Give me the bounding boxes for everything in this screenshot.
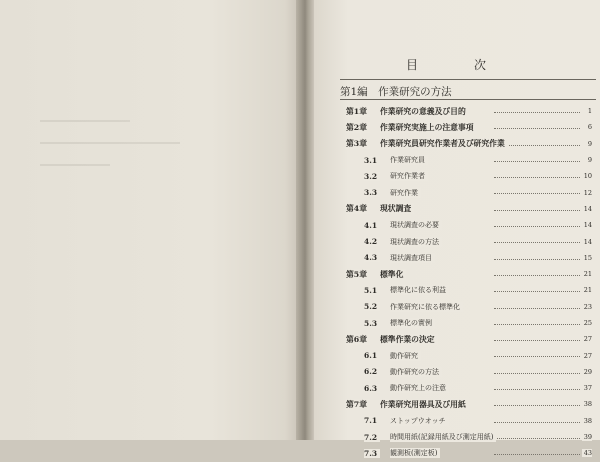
entry-number: 6.1 xyxy=(364,351,380,360)
entry-title: 標準化 xyxy=(380,269,406,280)
dot-leader xyxy=(494,340,580,341)
entry-title: 作業研究の意義及び目的 xyxy=(380,106,469,117)
dot-leader xyxy=(494,177,580,178)
toc-chapter-entry[interactable] xyxy=(314,136,600,152)
entry-title: 標準化に依る利益 xyxy=(390,285,449,295)
entry-number: 第2章 xyxy=(346,122,370,133)
entry-number: 6.3 xyxy=(364,384,380,393)
entry-title: 研究作業 xyxy=(390,188,421,198)
entry-page-number: 21 xyxy=(583,286,592,295)
entry-page-number: 6 xyxy=(587,123,592,132)
toc-heading: 目 次 xyxy=(405,58,508,72)
entry-number: 第1章 xyxy=(346,106,370,117)
entry-page-number: 38 xyxy=(583,400,592,409)
dot-leader xyxy=(494,226,580,227)
toc-section-entry[interactable] xyxy=(314,380,600,396)
toc-chapter-entry[interactable] xyxy=(314,103,600,119)
entry-title: 現状調査の方法 xyxy=(390,237,442,247)
entry-number: 3.3 xyxy=(364,188,380,197)
entry-number: 7.2 xyxy=(364,433,380,442)
entry-title: 動作研究 xyxy=(390,351,421,361)
dot-leader xyxy=(494,161,580,162)
dot-leader xyxy=(494,193,580,194)
entry-title: 時間用紙(記録用紙及び測定用紙) xyxy=(390,432,496,442)
toc-section-entry[interactable] xyxy=(314,168,600,184)
dot-leader xyxy=(494,242,580,243)
toc-section-entry[interactable] xyxy=(314,217,600,233)
entry-title: 観測板(測定板) xyxy=(390,448,440,458)
entry-title: 作業研究に依る標準化 xyxy=(390,302,463,312)
entry-number: 5.1 xyxy=(364,286,380,295)
entry-title: 現状調査 xyxy=(380,203,414,214)
entry-number: 第4章 xyxy=(346,203,370,214)
toc-section-entry[interactable] xyxy=(314,445,600,461)
dot-leader xyxy=(494,112,580,113)
dot-leader xyxy=(494,308,580,309)
dot-leader xyxy=(494,389,580,390)
entry-title: ストップウオッチ xyxy=(390,416,449,426)
top-rule xyxy=(340,79,596,80)
toc-entries xyxy=(314,103,600,462)
part-title: 第1編 作業研究の方法 xyxy=(340,86,452,98)
toc-chapter-entry[interactable] xyxy=(314,331,600,347)
entry-page-number: 38 xyxy=(583,416,592,425)
toc-chapter-entry[interactable] xyxy=(314,119,600,135)
entry-page-number: 14 xyxy=(583,237,592,246)
toc-section-entry[interactable] xyxy=(314,413,600,429)
show-through-text xyxy=(40,164,110,166)
dot-leader xyxy=(494,128,580,129)
entry-page-number: 14 xyxy=(583,221,592,230)
entry-page-number: 1 xyxy=(587,107,592,116)
entry-page-number: 14 xyxy=(583,204,592,213)
entry-number: 4.1 xyxy=(364,221,380,230)
entry-page-number: 43 xyxy=(583,449,592,458)
entry-title: 標準作業の決定 xyxy=(380,334,438,345)
entry-title: 作業研究員研究作業者及び研究作業 xyxy=(380,138,508,149)
entry-number: 4.3 xyxy=(364,253,380,262)
show-through-text xyxy=(40,120,130,122)
toc-section-entry[interactable] xyxy=(314,233,600,249)
entry-title: 標準化の實例 xyxy=(390,318,435,328)
entry-number: 第5章 xyxy=(346,269,370,280)
entry-number: 第7章 xyxy=(346,399,370,410)
entry-page-number: 21 xyxy=(583,270,592,279)
toc-section-entry[interactable] xyxy=(314,282,600,298)
dot-leader xyxy=(494,356,580,357)
toc-section-entry[interactable] xyxy=(314,347,600,363)
entry-number: 第3章 xyxy=(346,138,370,149)
dot-leader xyxy=(494,275,580,276)
entry-number: 3.1 xyxy=(364,156,380,165)
entry-title: 現状調査の必要 xyxy=(390,220,442,230)
entry-title: 研究作業者 xyxy=(390,171,428,181)
entry-number: 3.2 xyxy=(364,172,380,181)
entry-page-number: 12 xyxy=(583,188,592,197)
entry-number: 第6章 xyxy=(346,334,370,345)
entry-page-number: 9 xyxy=(587,139,592,148)
entry-number: 7.3 xyxy=(364,449,380,458)
toc-section-entry[interactable] xyxy=(314,299,600,315)
entry-page-number: 37 xyxy=(583,384,592,393)
toc-section-entry[interactable] xyxy=(314,315,600,331)
dot-leader xyxy=(494,405,580,406)
entry-page-number: 15 xyxy=(583,253,592,262)
entry-title: 作業研究実施上の注意事項 xyxy=(380,122,477,133)
entry-number: 4.2 xyxy=(364,237,380,246)
entry-page-number: 25 xyxy=(583,319,592,327)
right-page xyxy=(314,0,600,458)
entry-number: 6.2 xyxy=(364,367,380,376)
left-page xyxy=(0,0,300,440)
show-through-text xyxy=(40,142,180,144)
dot-leader xyxy=(494,373,580,374)
toc-chapter-entry[interactable] xyxy=(314,396,600,412)
entry-title: 現状調査項目 xyxy=(390,253,435,263)
part-rule xyxy=(340,99,596,100)
toc-section-entry[interactable] xyxy=(314,364,600,380)
entry-number: 5.3 xyxy=(364,319,380,328)
entry-page-number: 27 xyxy=(583,335,592,344)
toc-section-entry[interactable] xyxy=(314,184,600,200)
entry-page-number: 23 xyxy=(583,302,592,311)
entry-number: 7.1 xyxy=(364,416,380,425)
dot-leader xyxy=(494,438,580,439)
dot-leader xyxy=(494,422,580,423)
toc-section-entry[interactable] xyxy=(314,152,600,168)
entry-page-number: 29 xyxy=(583,367,592,376)
dot-leader xyxy=(494,259,580,260)
toc-chapter-entry[interactable] xyxy=(314,201,600,217)
entry-page-number: 27 xyxy=(583,351,592,360)
dot-leader xyxy=(494,454,580,455)
entry-number: 5.2 xyxy=(364,302,380,311)
entry-title: 作業研究用器具及び用紙 xyxy=(380,399,469,410)
dot-leader xyxy=(494,324,580,325)
dot-leader xyxy=(494,291,580,292)
entry-page-number: 10 xyxy=(583,172,592,181)
toc-section-entry[interactable] xyxy=(314,250,600,266)
entry-title: 動作研究上の注意 xyxy=(390,383,449,393)
entry-page-number: 9 xyxy=(587,156,592,165)
toc-section-entry[interactable] xyxy=(314,429,600,445)
entry-page-number: 39 xyxy=(583,433,592,442)
book-gutter xyxy=(296,0,316,440)
entry-title: 作業研究員 xyxy=(390,155,428,165)
toc-chapter-entry[interactable] xyxy=(314,266,600,282)
dot-leader xyxy=(494,210,580,211)
entry-title: 動作研究の方法 xyxy=(390,367,442,377)
